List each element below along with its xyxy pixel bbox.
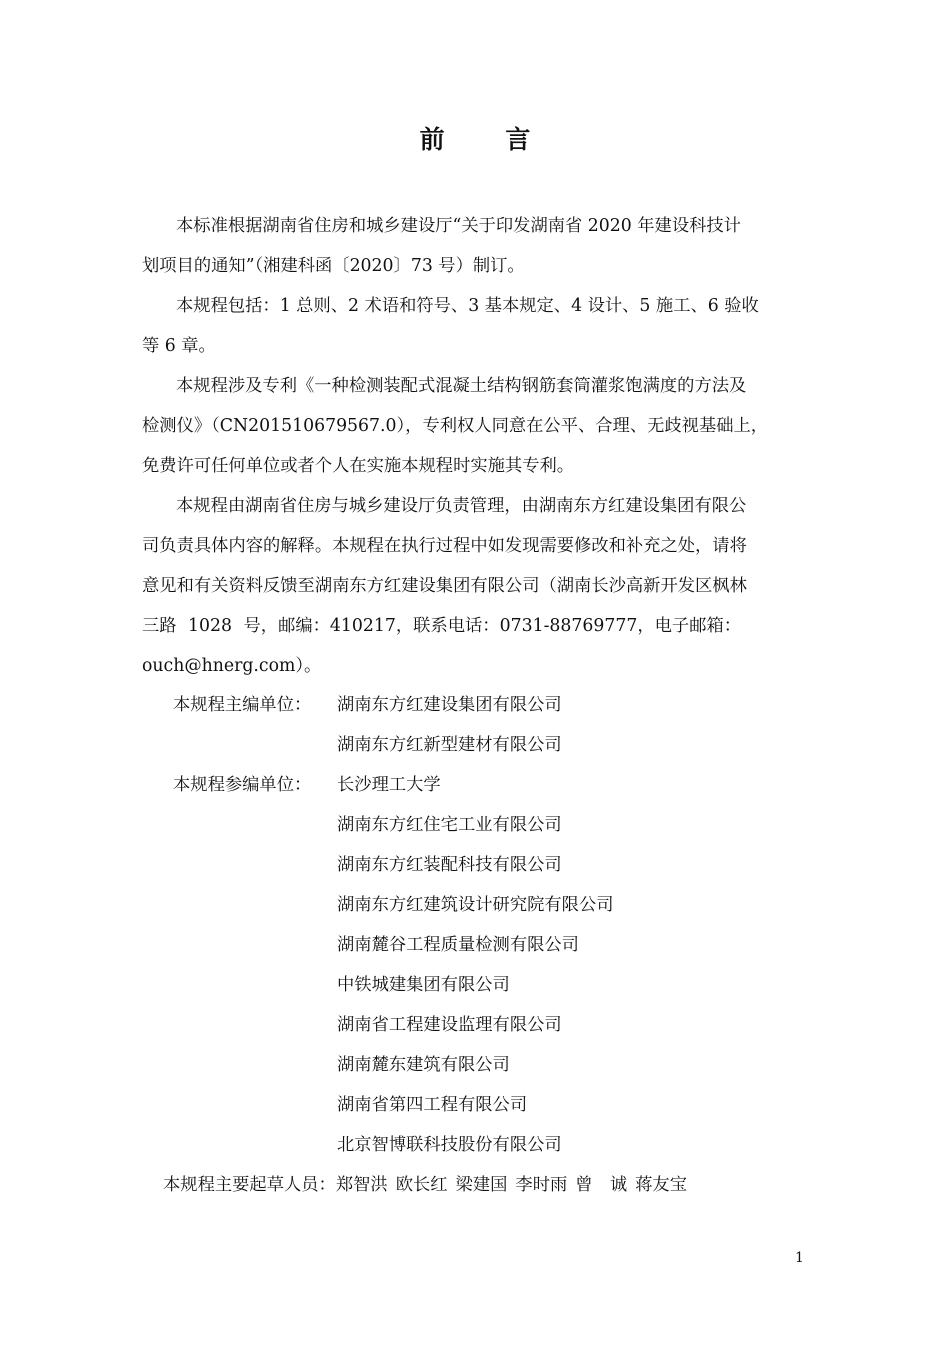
page-title: 前 言: [419, 125, 557, 154]
paragraph-line: 等 6 章。: [142, 336, 216, 356]
chief-editor-label: 本规程主编单位：: [173, 695, 312, 715]
participant-unit: 北京智博联科技股份有限公司: [337, 1135, 562, 1155]
paragraph-line: ouch@hnerg.com）。: [142, 656, 322, 676]
paragraph-line: 划项目的通知”（湘建科函〔2020〕73 号）制订。: [142, 256, 525, 276]
drafter-name: 李时雨: [515, 1175, 568, 1195]
participants-label: 本规程参编单位：: [173, 775, 312, 795]
participant-unit: 湖南东方红建筑设计研究院有限公司: [337, 895, 614, 915]
paragraph-3: [142, 366, 810, 486]
paragraph-line: 本规程涉及专利《一种检测装配式混凝土结构钢筋套筒灌浆饱满度的方法及: [176, 376, 747, 396]
paragraph-1: [142, 206, 810, 286]
paragraph-line: 本规程由湖南省住房与城乡建设厅负责管理，由湖南东方红建设集团有限公: [176, 496, 747, 516]
paragraph-line: 意见和有关资料反馈至湖南东方红建设集团有限公司（湖南长沙高新开发区枫林: [142, 576, 747, 596]
chief-editor-unit: 湖南东方红建设集团有限公司: [337, 695, 562, 715]
paragraph-2: [142, 286, 810, 366]
participant-unit: 湖南麓谷工程质量检测有限公司: [337, 935, 579, 955]
paragraph-line: 本规程包括：1 总则、2 术语和符号、3 基本规定、4 设计、5 施工、6 验收: [176, 296, 759, 316]
paragraph-4: [142, 486, 810, 686]
drafter-name: 梁建国: [455, 1175, 508, 1195]
drafters-label: 本规程主要起草人员：: [163, 1175, 336, 1195]
chief-editor-unit: 湖南东方红新型建材有限公司: [337, 735, 562, 755]
drafter-name: 曾 诚: [575, 1175, 628, 1195]
paragraph-line: 免费许可任何单位或者个人在实施本规程时实施其专利。: [142, 456, 575, 476]
page-number: 1: [795, 1250, 804, 1266]
participant-unit: 中铁城建集团有限公司: [337, 975, 510, 995]
drafter-name: 欧长红: [395, 1175, 448, 1195]
paragraph-line: 三路 1028 号，邮编：410217，联系电话：0731-88769777，电子邮箱：: [142, 616, 742, 636]
participant-unit: 湖南麓东建筑有限公司: [337, 1055, 510, 1075]
participant-unit: 湖南省第四工程有限公司: [337, 1095, 528, 1115]
drafters-line: [163, 1173, 687, 1197]
drafter-name: 蒋友宝: [635, 1175, 687, 1195]
paragraph-line: 司负责具体内容的解释。本规程在执行过程中如发现需要修改和补充之处，请将: [142, 536, 747, 556]
participant-unit: 湖南东方红装配科技有限公司: [337, 855, 562, 875]
paragraph-line: 检测仪》（CN201510679567.0），专利权人同意在公平、合理、无歧视基础上，: [142, 416, 769, 436]
paragraph-line: 本标准根据湖南省住房和城乡建设厅“关于印发湖南省 2020 年建设科技计: [176, 216, 741, 236]
participant-unit: 长沙理工大学: [337, 775, 441, 795]
drafter-name: 郑智洪: [335, 1175, 388, 1195]
participant-unit: 湖南省工程建设监理有限公司: [337, 1015, 562, 1035]
participant-unit: 湖南东方红住宅工业有限公司: [337, 815, 562, 835]
